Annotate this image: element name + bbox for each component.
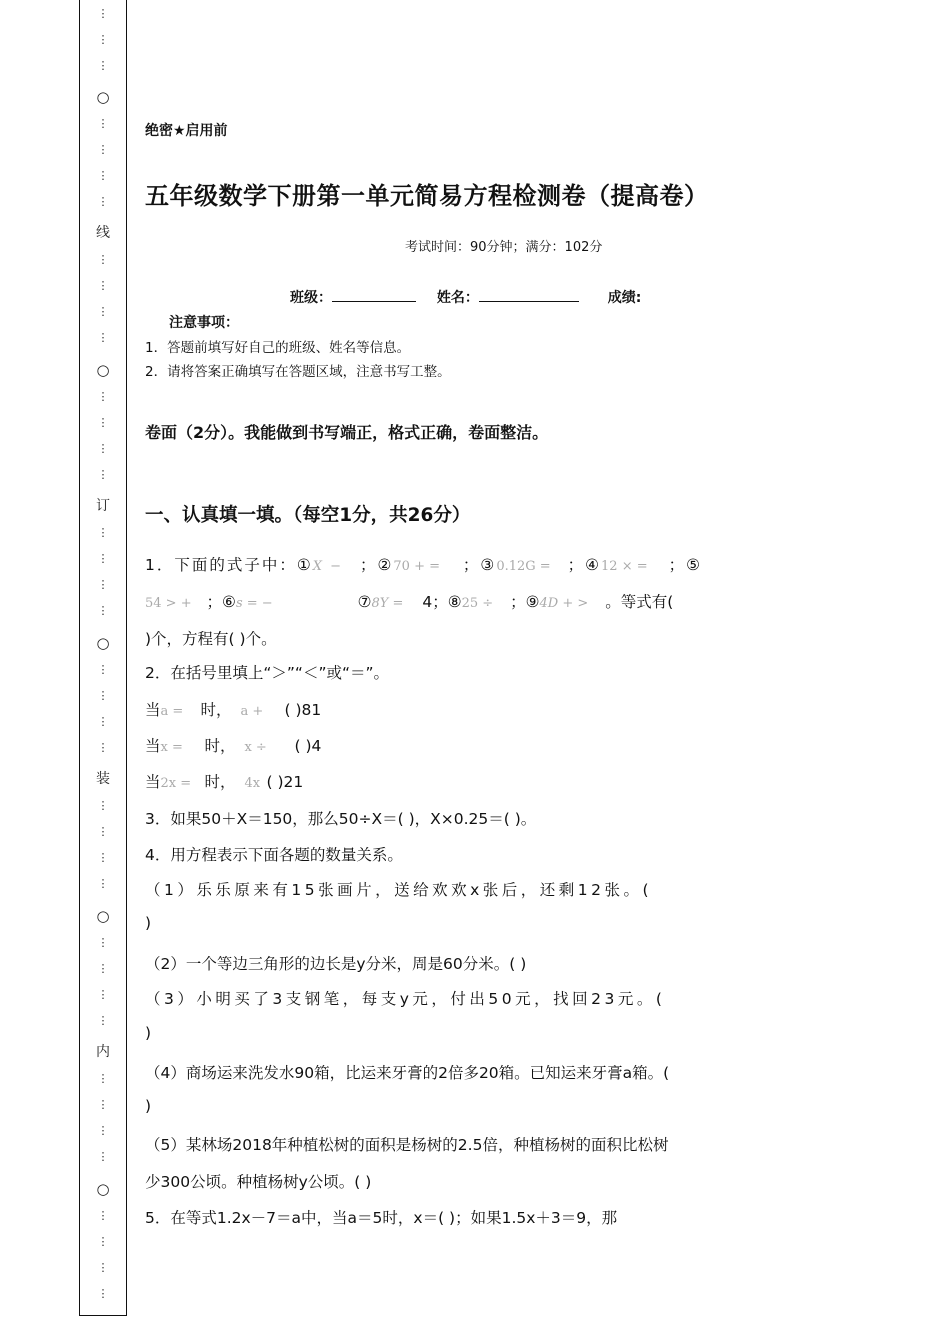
q1-sep: 。等式有( bbox=[605, 593, 674, 611]
q2-row bbox=[145, 734, 321, 756]
margin-dots: ⋮ bbox=[97, 578, 109, 591]
section-1-title: 一、认真填一填。（每空1分，共26分） bbox=[145, 505, 471, 526]
margin-dots: ⋮ bbox=[97, 741, 109, 754]
q2-answer-blank[interactable]: ( )81 bbox=[284, 701, 322, 719]
margin-dots: ⋮ bbox=[97, 468, 109, 481]
q1-sep: ；⑥ bbox=[206, 593, 236, 611]
margin-dots: ⋮ bbox=[97, 117, 109, 130]
margin-dots: ⋮ bbox=[97, 143, 109, 156]
q4-part-4-cont: ) bbox=[145, 1097, 152, 1115]
q2-answer-blank[interactable]: ( )21 bbox=[266, 773, 304, 791]
q1-sep: ；② bbox=[359, 556, 394, 574]
margin-circle: ○ bbox=[96, 907, 110, 925]
margin-dots: ⋮ bbox=[97, 1124, 109, 1137]
margin-dots: ⋮ bbox=[97, 715, 109, 728]
q4-part-3-cont: ) bbox=[145, 1024, 152, 1042]
margin-dots: ⋮ bbox=[97, 305, 109, 318]
secret-label: 绝密★启用前 bbox=[145, 123, 228, 139]
q1-sep: ；③ bbox=[462, 556, 497, 574]
q4-part-2: （2）一个等边三角形的边长是y分米，周是60分米。( ) bbox=[145, 955, 527, 973]
q1-prefix: 1．下面的式子中：① bbox=[145, 556, 313, 574]
q2-when: 当 bbox=[145, 701, 161, 719]
q2-expression: x ÷ bbox=[244, 740, 267, 755]
q1-formula-2: 70 + = bbox=[393, 559, 440, 574]
margin-dots: ⋮ bbox=[97, 1014, 109, 1027]
margin-dots: ⋮ bbox=[97, 7, 109, 20]
q1-formula-3: 0.12G = bbox=[496, 559, 551, 574]
margin-dots: ⋮ bbox=[97, 851, 109, 864]
margin-dots: ⋮ bbox=[97, 1261, 109, 1274]
margin-dots: ⋮ bbox=[97, 877, 109, 890]
margin-label-install: 装 bbox=[96, 771, 110, 787]
q1-sep: ；⑤ bbox=[668, 556, 702, 574]
q4-part-5-cont: 少300公顷。种植杨树y公顷。( ) bbox=[145, 1173, 372, 1191]
q5: 5．在等式1.2x－7＝a中，当a＝5时，x＝( )；如果1.5x＋3＝9，那 bbox=[145, 1209, 618, 1227]
q4-part-5: （5）某林场2018年种植松树的面积是杨树的2.5倍，种植杨树的面积比松树 bbox=[145, 1136, 669, 1154]
q1-formula-4: 12 × = bbox=[601, 559, 648, 574]
q2-answer-blank[interactable]: ( )4 bbox=[294, 737, 322, 755]
q2-when: 当 bbox=[145, 737, 161, 755]
margin-dots: ⋮ bbox=[97, 33, 109, 46]
q2-time: 时， bbox=[204, 737, 236, 755]
q1-line-3: )个，方程有( )个。 bbox=[145, 630, 277, 648]
q2-condition: a = bbox=[160, 704, 184, 719]
q1-formula-9: 4D + > bbox=[539, 596, 589, 611]
exam-time-info: 考试时间：90分钟；满分：102分 bbox=[405, 240, 603, 255]
margin-dots: ⋮ bbox=[97, 825, 109, 838]
margin-dots: ⋮ bbox=[97, 604, 109, 617]
q1-formula-1: X − bbox=[312, 559, 344, 574]
margin-dots: ⋮ bbox=[97, 1209, 109, 1222]
notice-title: 注意事项： bbox=[169, 315, 239, 331]
margin-circle: ○ bbox=[96, 88, 110, 106]
margin-dots: ⋮ bbox=[97, 689, 109, 702]
q1-formula-7: 8Y = bbox=[371, 596, 404, 611]
q2-expression: a + bbox=[240, 704, 264, 719]
name-label: 姓名： bbox=[436, 290, 479, 306]
q2-time: 时， bbox=[204, 773, 236, 791]
q2-condition: x = bbox=[160, 740, 183, 755]
q3: 3．如果50＋X＝150，那么50÷X＝( )，X×0.25＝( )。 bbox=[145, 810, 537, 828]
margin-dots: ⋮ bbox=[97, 1235, 109, 1248]
binding-margin bbox=[79, 0, 127, 1316]
class-label: 班级： bbox=[290, 290, 332, 306]
score-label: 成绩: bbox=[607, 290, 642, 306]
q1-line-1 bbox=[145, 553, 702, 575]
q4-part-3: （3）小明买了3支钢笔，每支y元，付出50元，找回23元。( bbox=[145, 990, 666, 1008]
q2-row bbox=[145, 698, 321, 720]
q1-sep: 4；⑧ bbox=[422, 593, 462, 611]
q2-title: 2．在括号里填上“＞”“＜”或“＝”。 bbox=[145, 664, 390, 682]
margin-dots: ⋮ bbox=[97, 1098, 109, 1111]
margin-dots: ⋮ bbox=[97, 552, 109, 565]
q4-title: 4．用方程表示下面各题的数量关系。 bbox=[145, 846, 403, 864]
paper-score-note: 卷面（2分）。我能做到书写端正，格式正确，卷面整洁。 bbox=[145, 423, 549, 442]
q1-formula-5: 54 > + bbox=[145, 596, 192, 611]
exam-title: 五年级数学下册第一单元简易方程检测卷（提高卷） bbox=[145, 182, 709, 210]
margin-dots: ⋮ bbox=[97, 279, 109, 292]
margin-label-inside: 内 bbox=[96, 1044, 110, 1060]
margin-label-bind: 订 bbox=[96, 498, 110, 514]
margin-dots: ⋮ bbox=[97, 253, 109, 266]
margin-dots: ⋮ bbox=[97, 663, 109, 676]
q1-formula-6: s = − bbox=[235, 596, 273, 611]
margin-dots: ⋮ bbox=[97, 1150, 109, 1163]
notice-item: 1．答题前填写好自己的班级、姓名等信息。 bbox=[145, 340, 411, 356]
margin-label-line: 线 bbox=[96, 225, 110, 241]
margin-dots: ⋮ bbox=[97, 416, 109, 429]
q1-formula-8: 25 ÷ bbox=[461, 596, 494, 611]
q4-part-1: （1）乐乐原来有15张画片，送给欢欢x张后，还剩12张。( bbox=[145, 881, 653, 899]
margin-circle: ○ bbox=[96, 361, 110, 379]
margin-dots: ⋮ bbox=[97, 936, 109, 949]
margin-dots: ⋮ bbox=[97, 962, 109, 975]
margin-dots: ⋮ bbox=[97, 169, 109, 182]
q4-part-1-cont: ) bbox=[145, 914, 152, 932]
q2-condition: 2x = bbox=[160, 776, 192, 791]
margin-dots: ⋮ bbox=[97, 988, 109, 1001]
class-blank[interactable] bbox=[332, 289, 416, 302]
margin-circle: ○ bbox=[96, 1180, 110, 1198]
margin-dots: ⋮ bbox=[97, 526, 109, 539]
notice-item: 2．请将答案正确填写在答题区域，注意书写工整。 bbox=[145, 364, 451, 380]
q1-sep: ⑦ bbox=[357, 593, 372, 611]
margin-dots: ⋮ bbox=[97, 442, 109, 455]
margin-dots: ⋮ bbox=[97, 1072, 109, 1085]
name-blank[interactable] bbox=[479, 289, 579, 302]
margin-dots: ⋮ bbox=[97, 799, 109, 812]
margin-dots: ⋮ bbox=[97, 331, 109, 344]
q2-expression: 4x bbox=[244, 776, 261, 791]
margin-dots: ⋮ bbox=[97, 1287, 109, 1300]
margin-dots: ⋮ bbox=[97, 195, 109, 208]
q2-time: 时， bbox=[200, 701, 232, 719]
q1-sep: ；④ bbox=[567, 556, 602, 574]
margin-circle: ○ bbox=[96, 634, 110, 652]
q1-sep: ；⑨ bbox=[510, 593, 540, 611]
margin-dots: ⋮ bbox=[97, 59, 109, 72]
student-info-row bbox=[290, 287, 641, 307]
margin-dots: ⋮ bbox=[97, 390, 109, 403]
q1-line-2 bbox=[145, 590, 673, 612]
q2-when: 当 bbox=[145, 773, 161, 791]
q4-part-4: （4）商场运来洗发水90箱，比运来牙膏的2倍多20箱。已知运来牙膏a箱。( bbox=[145, 1064, 670, 1082]
q2-row bbox=[145, 770, 303, 792]
